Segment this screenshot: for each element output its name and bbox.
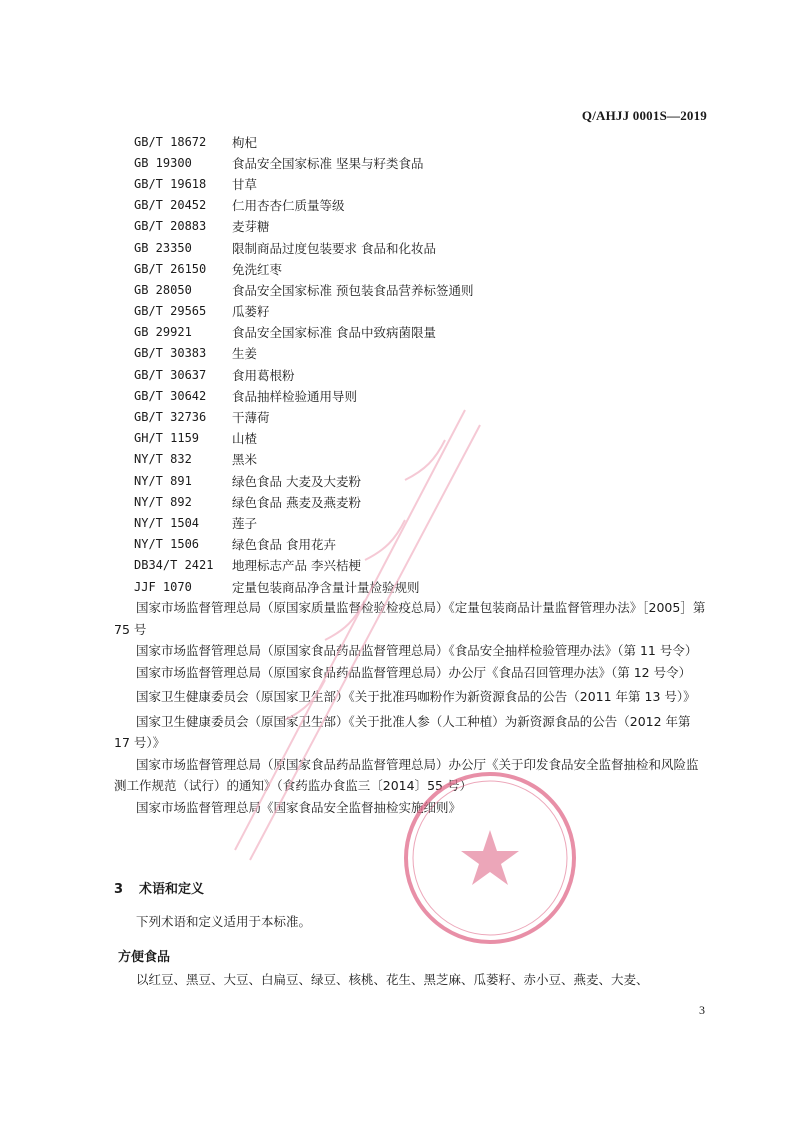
standard-row [134,279,714,300]
standard-code: JJF 1070 [134,579,192,594]
standard-title: 山楂 [232,431,258,447]
regulation-item: 国家市场监督管理总局（原国家质量监督检验检疫总局）《定量包装商品计量监督管理办法》［2005］第 75 号 [114,600,706,637]
term-heading: 方便食品 [118,950,171,965]
standard-title: 瓜蒌籽 [232,304,270,320]
standard-row [134,237,714,258]
section-title: 术语和定义 [139,882,205,897]
standard-code: GB/T 19618 [134,176,207,191]
standard-row [134,428,714,449]
regulation-item: 国家卫生健康委员会（原国家卫生部）《关于批准玛咖粉作为新资源食品的公告（2011 年第 13 号）》 [136,689,696,704]
standard-title: 干薄荷 [232,410,270,426]
standard-code: GB 29921 [134,325,192,340]
standard-code: GB 19300 [134,155,192,170]
standard-code: NY/T 891 [134,473,192,488]
standard-title: 食品安全国家标准 预包装食品营养标签通则 [232,282,474,298]
standard-code: GB/T 30642 [134,388,207,403]
section-intro: 下列术语和定义适用于本标准。 [136,914,312,929]
section-heading [114,878,204,897]
standard-row [134,173,714,194]
standard-title: 绿色食品 大麦及大麦粉 [232,473,361,489]
standard-title: 仁用杏杏仁质量等级 [232,198,345,214]
standard-code: GB 28050 [134,282,192,297]
standard-title: 定量包装商品净含量计量检验规则 [232,579,420,595]
standard-code: GB/T 26150 [134,261,207,276]
standard-code: GB/T 20452 [134,198,207,213]
standard-row [134,534,714,555]
standard-title: 甘草 [232,176,258,192]
standard-code: GB/T 30637 [134,367,207,382]
standard-row [134,491,714,512]
page-number: 3 [699,1003,705,1017]
standard-row [134,576,714,597]
standards-list [134,131,714,597]
standard-row [134,470,714,491]
standard-title: 免洗红枣 [232,261,283,277]
standard-title: 生姜 [232,346,258,362]
standard-code: GB/T 30383 [134,346,207,361]
regulation-item: 国家卫生健康委员会（原国家卫生部）《关于批准人参（人工种植）为新资源食品的公告（2012 年第 17 号）》 [114,713,691,750]
standard-code: GB/T 29565 [134,304,207,319]
standard-row [134,301,714,322]
standard-code: NY/T 1504 [134,515,200,530]
standard-row [134,406,714,427]
standard-row [134,152,714,173]
standard-row [134,364,714,385]
standard-title: 麦芽糖 [232,219,270,235]
standard-code: NY/T 832 [134,452,192,467]
standard-row [134,216,714,237]
standard-title: 食用葛根粉 [232,367,295,383]
standard-code: GH/T 1159 [134,431,200,446]
standard-code: GB/T 20883 [134,219,207,234]
standard-code: GB/T 32736 [134,410,207,425]
standard-row [134,131,714,152]
standard-title: 限制商品过度包装要求 食品和化妆品 [232,240,436,256]
standard-title: 食品安全国家标准 坚果与籽类食品 [232,155,424,171]
regulation-item: 国家市场监督管理总局（原国家食品药品监督管理总局）办公厅《关于印发食品安全监督抽检和风险监测工作规范（试行）的通知》（食药监办食监三〔2014〕55 号） [114,756,699,793]
standard-row [134,258,714,279]
standard-row [134,555,714,576]
regulation-item: 国家市场监督管理总局《国家食品安全监督抽检实施细则》 [136,799,462,815]
standard-row [134,322,714,343]
standard-code: DB34/T 2421 [134,558,214,573]
term-definition: 以红豆、黑豆、大豆、白扁豆、绿豆、核桃、花生、黑芝麻、瓜蒌籽、赤小豆、燕麦、大麦、 [136,972,649,987]
document-code: Q/AHJJ 0001S—2019 [581,108,707,123]
standard-title: 食品抽样检验通用导则 [232,388,358,404]
standard-title: 绿色食品 食用花卉 [232,537,336,553]
standard-row [134,449,714,470]
standard-row [134,195,714,216]
standard-title: 地理标志产品 李兴桔梗 [232,558,361,574]
standard-title: 黑米 [232,452,258,468]
standard-row [134,385,714,406]
standard-title: 绿色食品 燕麦及燕麦粉 [232,494,361,510]
standard-title: 食品安全国家标准 食品中致病菌限量 [232,325,436,341]
standard-code: GB/T 18672 [134,134,207,149]
regulations-list [114,597,706,818]
standard-code: NY/T 892 [134,494,192,509]
standard-code: GB 23350 [134,240,192,255]
standard-row [134,512,714,533]
standard-title: 枸杞 [232,134,258,150]
standard-title: 莲子 [232,515,258,531]
section-number: 3 [114,882,124,897]
regulation-item: 国家市场监督管理总局（原国家食品药品监督管理总局）办公厅《食品召回管理办法》（第 12 号令） [136,664,692,680]
standard-row [134,343,714,364]
standard-code: NY/T 1506 [134,537,200,552]
regulation-item: 国家市场监督管理总局（原国家食品药品监督管理总局）《食品安全抽样检验管理办法》（第 11 号令） [136,643,698,658]
